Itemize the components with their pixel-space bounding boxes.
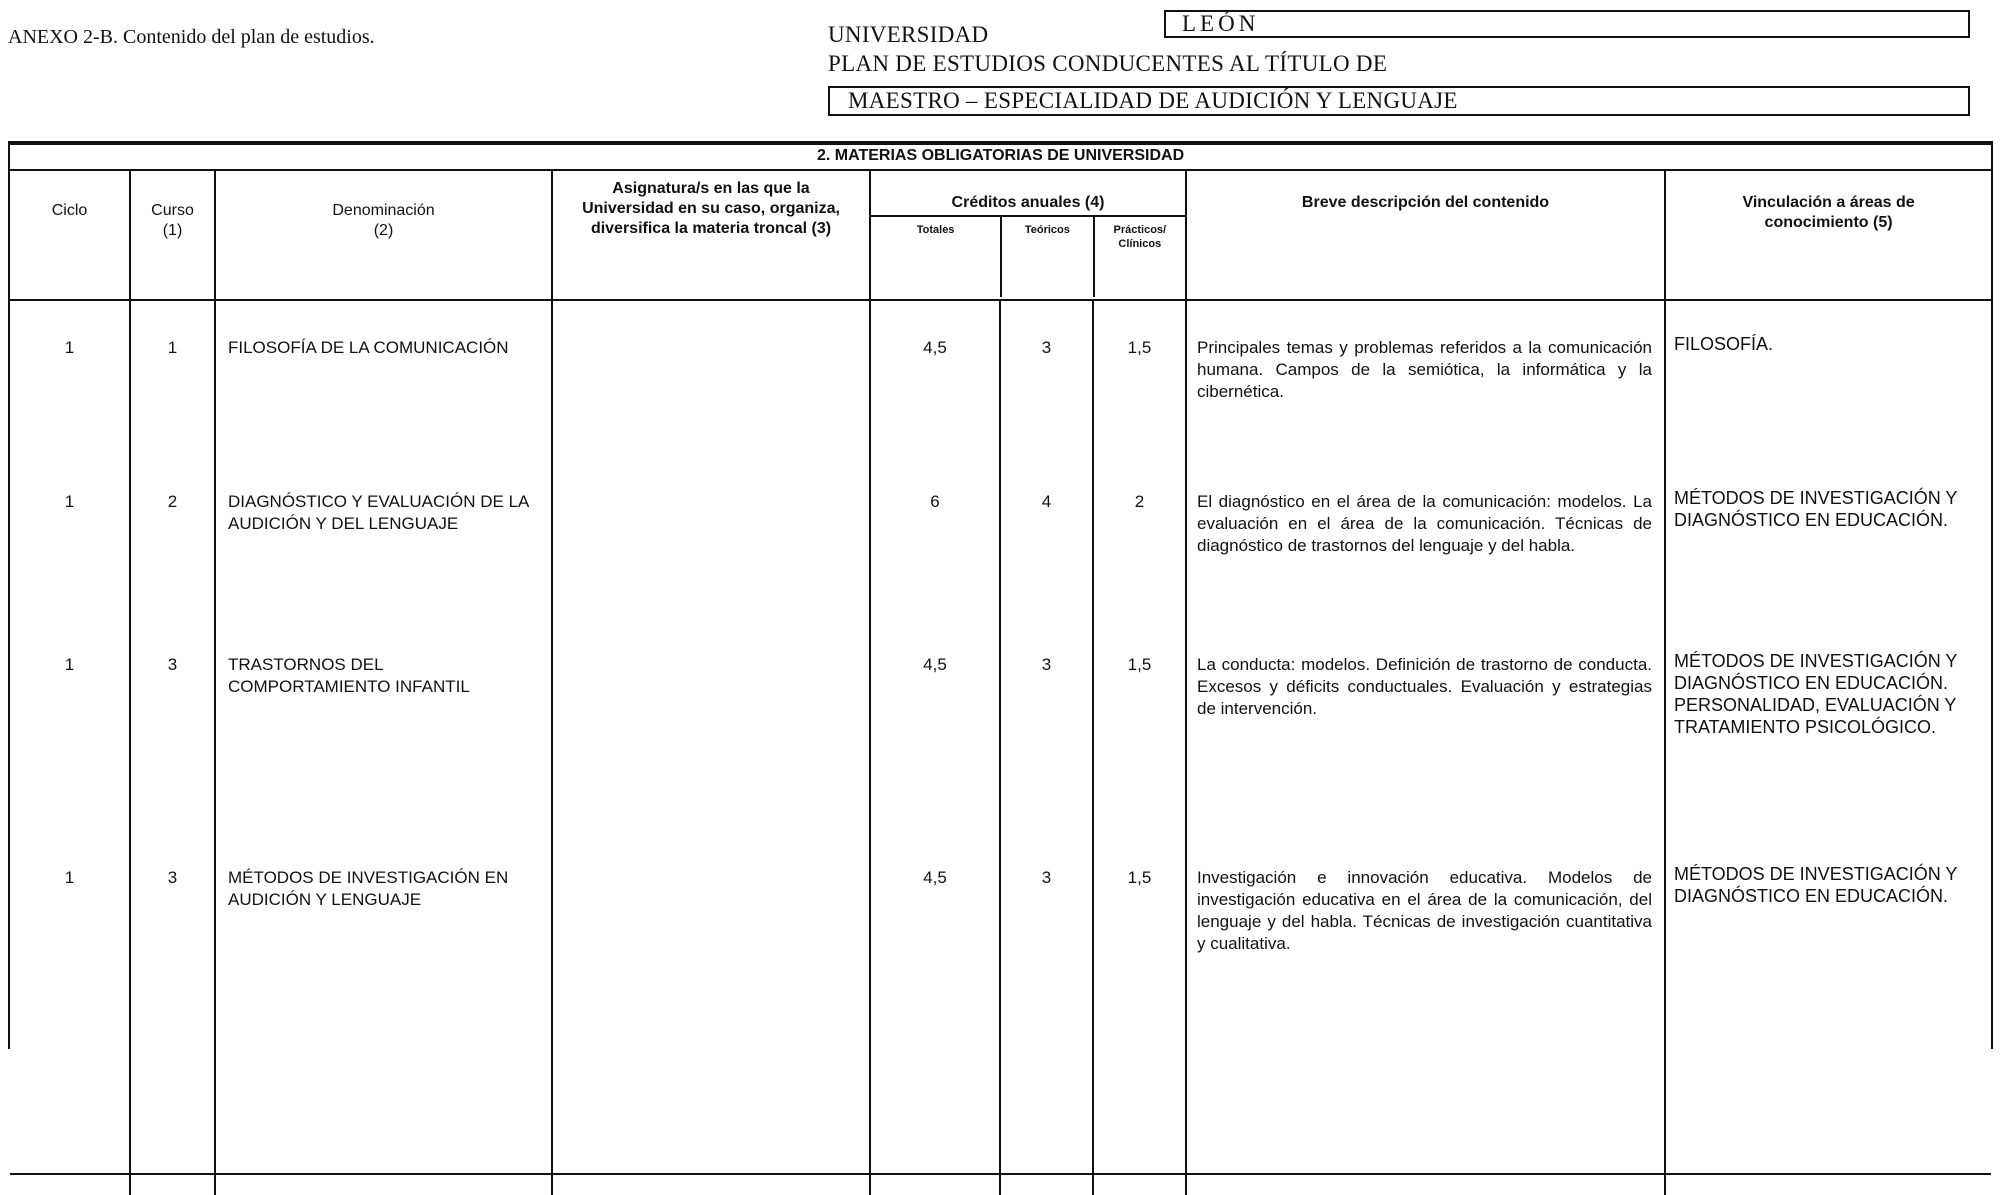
- cell-teoricos: 3: [1000, 300, 1093, 455]
- cell-descripcion: El diagnóstico en el área de la comunicación: modelos. La evaluación en el área de la comunicación. Técnicas de diagnóstico de trastornos del lenguaje y del habla.: [1186, 455, 1665, 618]
- cell-curso: 2: [130, 455, 215, 618]
- table-row: [10, 831, 1991, 1174]
- cell-asignaturas: [552, 618, 870, 831]
- cell-practicos: 2: [1093, 455, 1186, 618]
- cell-vinculacion: MÉTODOS DE INVESTIGACIÓN Y DIAGNÓSTICO EN EDUCACIÓN. PERSONALIDAD, EVALUACIÓN Y TRATAMIENTO PSICOLÓGICO.: [1665, 618, 1991, 831]
- degree-title-box: MAESTRO – ESPECIALIDAD DE AUDICIÓN Y LENGUAJE: [828, 86, 1970, 116]
- cell-curso: 3: [130, 618, 215, 831]
- cell-vinculacion: MÉTODOS DE INVESTIGACIÓN Y DIAGNÓSTICO EN EDUCACIÓN.: [1665, 831, 1991, 1174]
- header-creditos: Créditos anuales (4) Totales Teóricos Prácticos/ Clínicos: [870, 170, 1186, 300]
- header-practicos: Prácticos/ Clínicos: [1093, 217, 1185, 297]
- table-row-empty: [10, 1174, 1991, 1195]
- cell-vinculacion: FILOSOFÍA.: [1665, 300, 1991, 455]
- cell-denominacion: MÉTODOS DE INVESTIGACIÓN EN AUDICIÓN Y LENGUAJE: [215, 831, 552, 1174]
- header-asignaturas: Asignatura/s en las que la Universidad en su caso, organiza, diversifica la materia troncal (3): [552, 170, 870, 300]
- annex-caption: ANEXO 2-B. Contenido del plan de estudios.: [8, 26, 375, 48]
- cell-denominacion: DIAGNÓSTICO Y EVALUACIÓN DE LA AUDICIÓN Y DEL LENGUAJE: [215, 455, 552, 618]
- cell-curso: 1: [130, 300, 215, 455]
- header-denominacion: Denominación (2): [215, 170, 552, 300]
- cell-practicos: 1,5: [1093, 300, 1186, 455]
- header-teoricos: Teóricos: [1000, 217, 1092, 297]
- cell-descripcion: Investigación e innovación educativa. Modelos de investigación educativa en el área de la comunicación, del lenguaje y del habla. Técnicas de investigación cuantitativa y cualitativa.: [1186, 831, 1665, 1174]
- cell-totales: 4,5: [870, 618, 1000, 831]
- cell-totales: 6: [870, 455, 1000, 618]
- cell-teoricos: 3: [1000, 618, 1093, 831]
- cell-ciclo: 1: [64, 655, 75, 674]
- section-title: 2. MATERIAS OBLIGATORIAS DE UNIVERSIDAD: [10, 144, 1991, 170]
- cell-teoricos: 4: [1000, 455, 1093, 618]
- header-curso: Curso (1): [130, 170, 215, 300]
- cell-ciclo: 1: [64, 492, 75, 511]
- header-descripcion: Breve descripción del contenido: [1186, 170, 1665, 300]
- cell-totales: 4,5: [870, 831, 1000, 1174]
- table-row: [10, 618, 1991, 831]
- cell-practicos: 1,5: [1093, 618, 1186, 831]
- table-row: [10, 455, 1991, 618]
- cell-ciclo: 1: [64, 338, 75, 357]
- cell-teoricos: 3: [1000, 831, 1093, 1174]
- cell-practicos: 1,5: [1093, 831, 1186, 1174]
- plan-line: PLAN DE ESTUDIOS CONDUCENTES AL TÍTULO DE: [828, 51, 1388, 76]
- cell-descripcion: La conducta: modelos. Definición de trastorno de conducta. Excesos y déficits conductuales. Evaluación y estrategias de intervención.: [1186, 618, 1665, 831]
- table-row: [10, 300, 1991, 455]
- cell-asignaturas: [552, 300, 870, 455]
- university-label: UNIVERSIDAD: [828, 22, 989, 47]
- subjects-table: [8, 141, 1993, 1049]
- cell-ciclo: 1: [64, 868, 75, 887]
- cell-totales: 4,5: [870, 300, 1000, 455]
- cell-asignaturas: [552, 831, 870, 1174]
- cell-denominacion: TRASTORNOS DEL COMPORTAMIENTO INFANTIL: [215, 618, 552, 831]
- header-vinculacion: Vinculación a áreas de conocimiento (5): [1665, 170, 1991, 300]
- cell-descripcion: Principales temas y problemas referidos a la comunicación humana. Campos de la semiótica, la informática y la cibernética.: [1186, 300, 1665, 455]
- cell-vinculacion: MÉTODOS DE INVESTIGACIÓN Y DIAGNÓSTICO EN EDUCACIÓN.: [1665, 455, 1991, 618]
- cell-denominacion: FILOSOFÍA DE LA COMUNICACIÓN: [215, 300, 552, 455]
- header-ciclo: Ciclo: [51, 202, 88, 219]
- header-totales: Totales: [916, 224, 955, 236]
- university-name-box: LEÓN: [1164, 10, 1970, 38]
- cell-asignaturas: [552, 455, 870, 618]
- cell-curso: 3: [130, 831, 215, 1174]
